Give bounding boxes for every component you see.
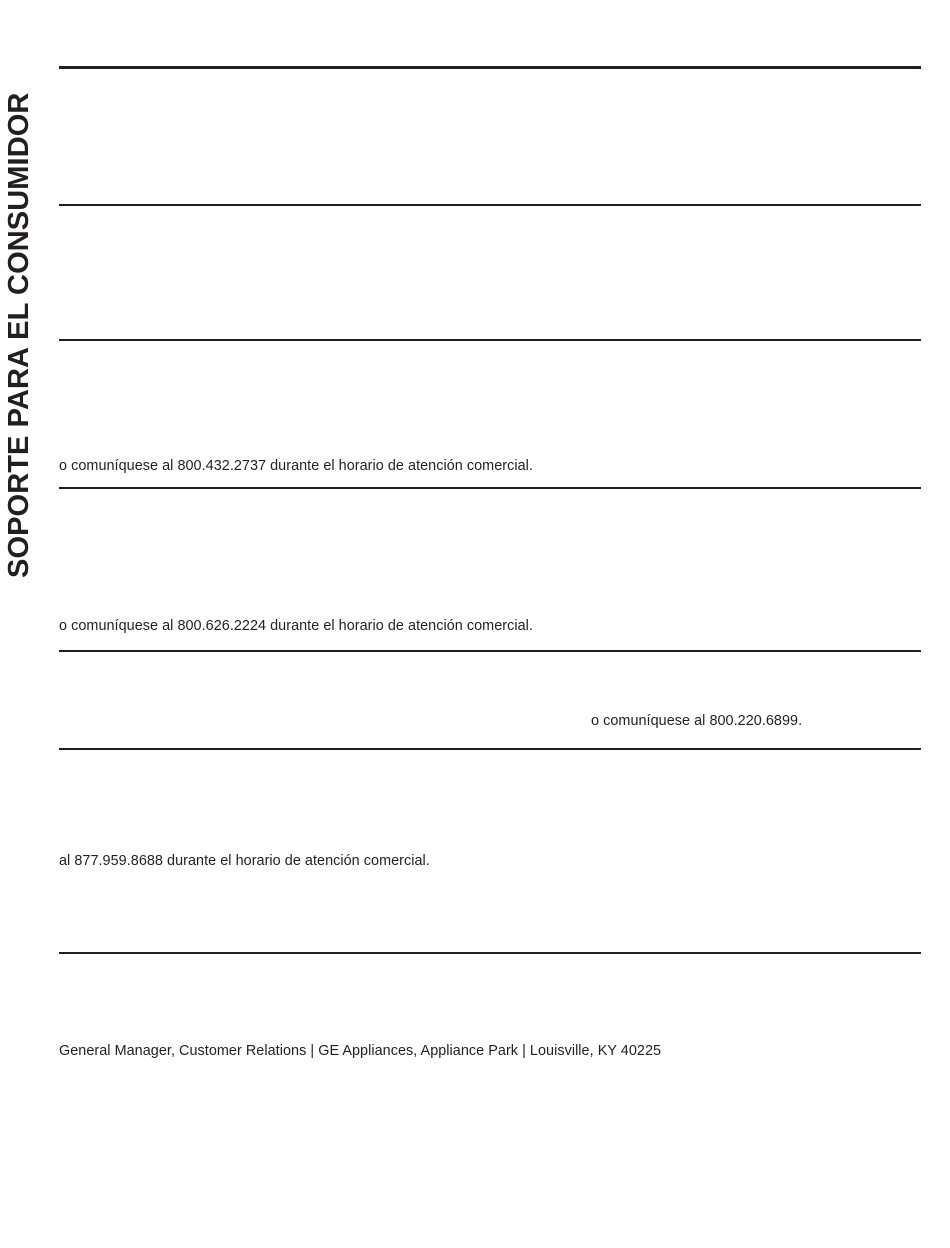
- divider-line: [59, 952, 921, 954]
- divider-line: [59, 204, 921, 206]
- mailing-address: General Manager, Customer Relations | GE Appliances, Appliance Park | Louisville, KY 40225: [59, 1043, 662, 1059]
- divider-line: [59, 748, 921, 750]
- contact-text-1: o comuníquese al 800.432.2737 durante el horario de atención comercial.: [59, 458, 533, 474]
- contact-text-2: o comuníquese al 800.626.2224 durante el horario de atención comercial.: [59, 618, 533, 634]
- divider-line: [59, 650, 921, 652]
- contact-text-4: al 877.959.8688 durante el horario de atención comercial.: [59, 853, 430, 869]
- divider-line: [59, 339, 921, 341]
- side-section-title: SOPORTE PARA EL CONSUMIDOR: [3, 92, 35, 578]
- contact-text-3: o comuníquese al 800.220.6899.: [591, 713, 803, 729]
- divider-line: [59, 487, 921, 489]
- divider-line: [59, 66, 921, 69]
